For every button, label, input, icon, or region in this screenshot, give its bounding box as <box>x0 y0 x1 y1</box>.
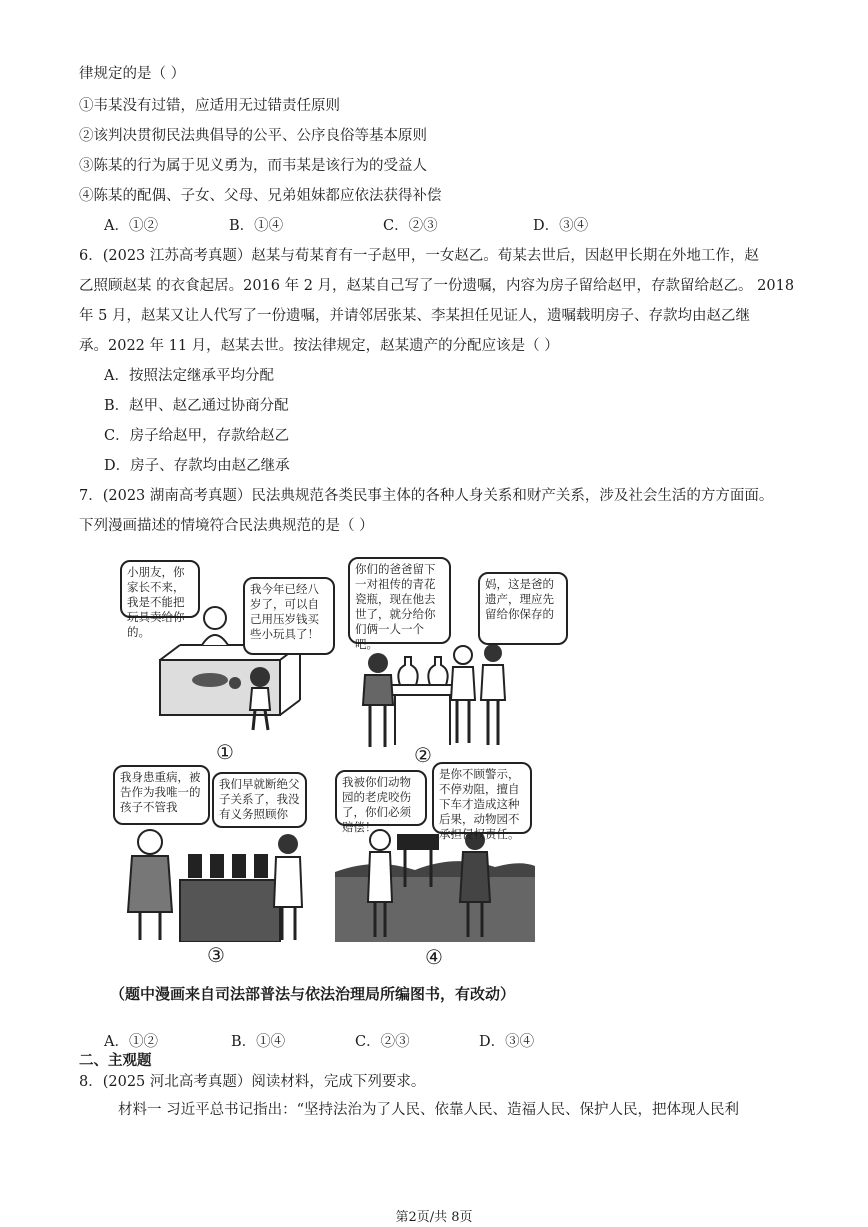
q5-item-4: ④陈某的配偶、子女、父母、兄弟姐妹都应依法获得补偿 <box>79 188 442 204</box>
q5-options <box>0 216 868 236</box>
q7-option-d[interactable]: D．③④ <box>479 1034 535 1050</box>
comic-p3-speech-2: 我们早就断绝父子关系了，我没有义务照顾你 <box>212 772 307 828</box>
comic-panel-3 <box>110 762 320 942</box>
comic-panel-3-number: ③ <box>207 943 225 967</box>
q7-option-a[interactable]: A．①② <box>104 1034 158 1050</box>
q6-option-d[interactable]: D．房子、存款均由赵乙继承 <box>104 458 290 474</box>
comic-p2-speech-2: 妈，这是爸的遗产，理应先留给你保存的 <box>478 572 568 645</box>
q6-line-2: 乙照顾赵某 的衣食起居。2016 年 2 月，赵某自己写了一份遗嘱，内容为房子留给赵甲，存款留给赵乙。 2018 <box>79 278 795 294</box>
q6-option-c[interactable]: C．房子给赵甲，存款给赵乙 <box>104 428 290 444</box>
comic-p2-speech-1: 你们的爸爸留下一对祖传的青花瓷瓶，现在他去世了，就分给你们俩一人一个吧。 <box>348 557 451 644</box>
comic-panel-4-number: ④ <box>425 945 443 969</box>
q6-line-4: 承。2022 年 11 月，赵某去世。按法律规定，赵某遗产的分配应该是（ ） <box>79 338 559 354</box>
q5-option-d[interactable]: D．③④ <box>533 218 589 234</box>
q6-option-a[interactable]: A．按照法定继承平均分配 <box>104 368 274 384</box>
comic-p3-speech-1: 我身患重病，被告作为我唯一的孩子不管我 <box>113 765 210 825</box>
q5-option-b[interactable]: B．①④ <box>229 218 284 234</box>
q8-line-2: 材料一 习近平总书记指出：“坚持法治为了人民、依靠人民、造福人民、保护人民，把体现人民利 <box>118 1102 740 1118</box>
q7-option-c[interactable]: C．②③ <box>355 1034 410 1050</box>
page-footer: 第2页/共 8页 <box>395 1210 473 1225</box>
q7-option-b[interactable]: B．①④ <box>231 1034 286 1050</box>
q5-item-2: ②该判决贯彻民法典倡导的公平、公序良俗等基本原则 <box>79 128 427 144</box>
q5-stem-tail: 律规定的是（ ） <box>79 66 186 82</box>
q6-option-b[interactable]: B．赵甲、赵乙通过协商分配 <box>104 398 289 414</box>
comic-p4-speech-1: 我被你们动物园的老虎咬伤了，你们必须赔偿！ <box>335 770 427 826</box>
q7-line-2: 下列漫画描述的情境符合民法典规范的是（ ） <box>79 518 374 534</box>
comic-panel-1-number: ① <box>216 740 234 764</box>
comic-source-caption: （题中漫画来自司法部普法与依法治理局所编图书，有改动） <box>110 985 516 1003</box>
q5-option-a[interactable]: A．①② <box>104 218 158 234</box>
comic-p4-speech-2: 是你不顾警示，不停劝阻，擅自下车才造成这种后果，动物园不承担侵权责任。 <box>432 762 532 834</box>
comic-panel-2-number: ② <box>414 743 432 767</box>
q7-line-1: 7．(2023 湖南高考真题）民法典规范各类民事主体的各种人身关系和财产关系，涉及社会生活的方方面面。 <box>79 488 774 504</box>
q5-option-c[interactable]: C．②③ <box>383 218 438 234</box>
q7-options <box>0 1032 868 1052</box>
comic-panel-4 <box>335 762 535 942</box>
comic-p1-speech-1: 小朋友，你家长不来，我是不能把玩具卖给你的。 <box>120 560 200 618</box>
comic-p1-speech-2: 我今年已经八岁了，可以自己用压岁钱买些小玩具了！ <box>243 577 335 655</box>
q8-line-1: 8．(2025 河北高考真题）阅读材料，完成下列要求。 <box>79 1074 426 1090</box>
q5-item-3: ③陈某的行为属于见义勇为，而韦某是该行为的受益人 <box>79 158 427 174</box>
section-heading: 二、主观题 <box>79 1052 152 1069</box>
comic-panel-2 <box>345 555 575 750</box>
q6-line-1: 6．(2023 江苏高考真题）赵某与荀某育有一子赵甲，一女赵乙。荀某去世后，因赵甲长期在外地工作，赵 <box>79 248 759 264</box>
comic-panel-1 <box>110 555 330 735</box>
q6-line-3: 年 5 月，赵某又让人代写了一份遗嘱，并请邻居张某、李某担任见证人，遗嘱载明房子、存款均由赵乙继 <box>79 308 750 324</box>
q5-item-1: ①韦某没有过错，应适用无过错责任原则 <box>79 98 340 114</box>
